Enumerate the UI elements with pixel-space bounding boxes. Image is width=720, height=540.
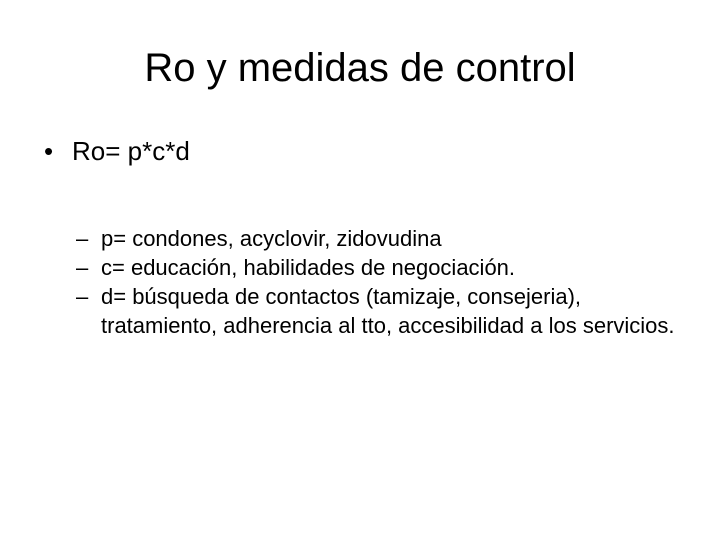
sub-bullet-c	[76, 253, 696, 282]
dash-marker: –	[76, 284, 89, 309]
sub-bullet-text: p= condones, acyclovir, zidovudina	[101, 226, 442, 251]
main-bullet-text: Ro= p*c*d	[72, 136, 190, 166]
dash-marker: –	[76, 226, 89, 251]
bullet-marker: •	[44, 136, 54, 166]
dash-marker: –	[76, 255, 89, 280]
sub-bullet-text: d= búsqueda de contactos (tamizaje, consejeria), tratamiento, adherencia al tto, accesibilidad a los servicios.	[101, 284, 675, 338]
main-bullet	[44, 133, 190, 169]
sub-bullet-d	[76, 282, 696, 340]
slide-title: Ro y medidas de control	[144, 46, 576, 90]
sub-bullet-list	[76, 224, 696, 340]
sub-bullet-text: c= educación, habilidades de negociación.	[101, 255, 516, 280]
sub-bullet-p	[76, 224, 696, 253]
